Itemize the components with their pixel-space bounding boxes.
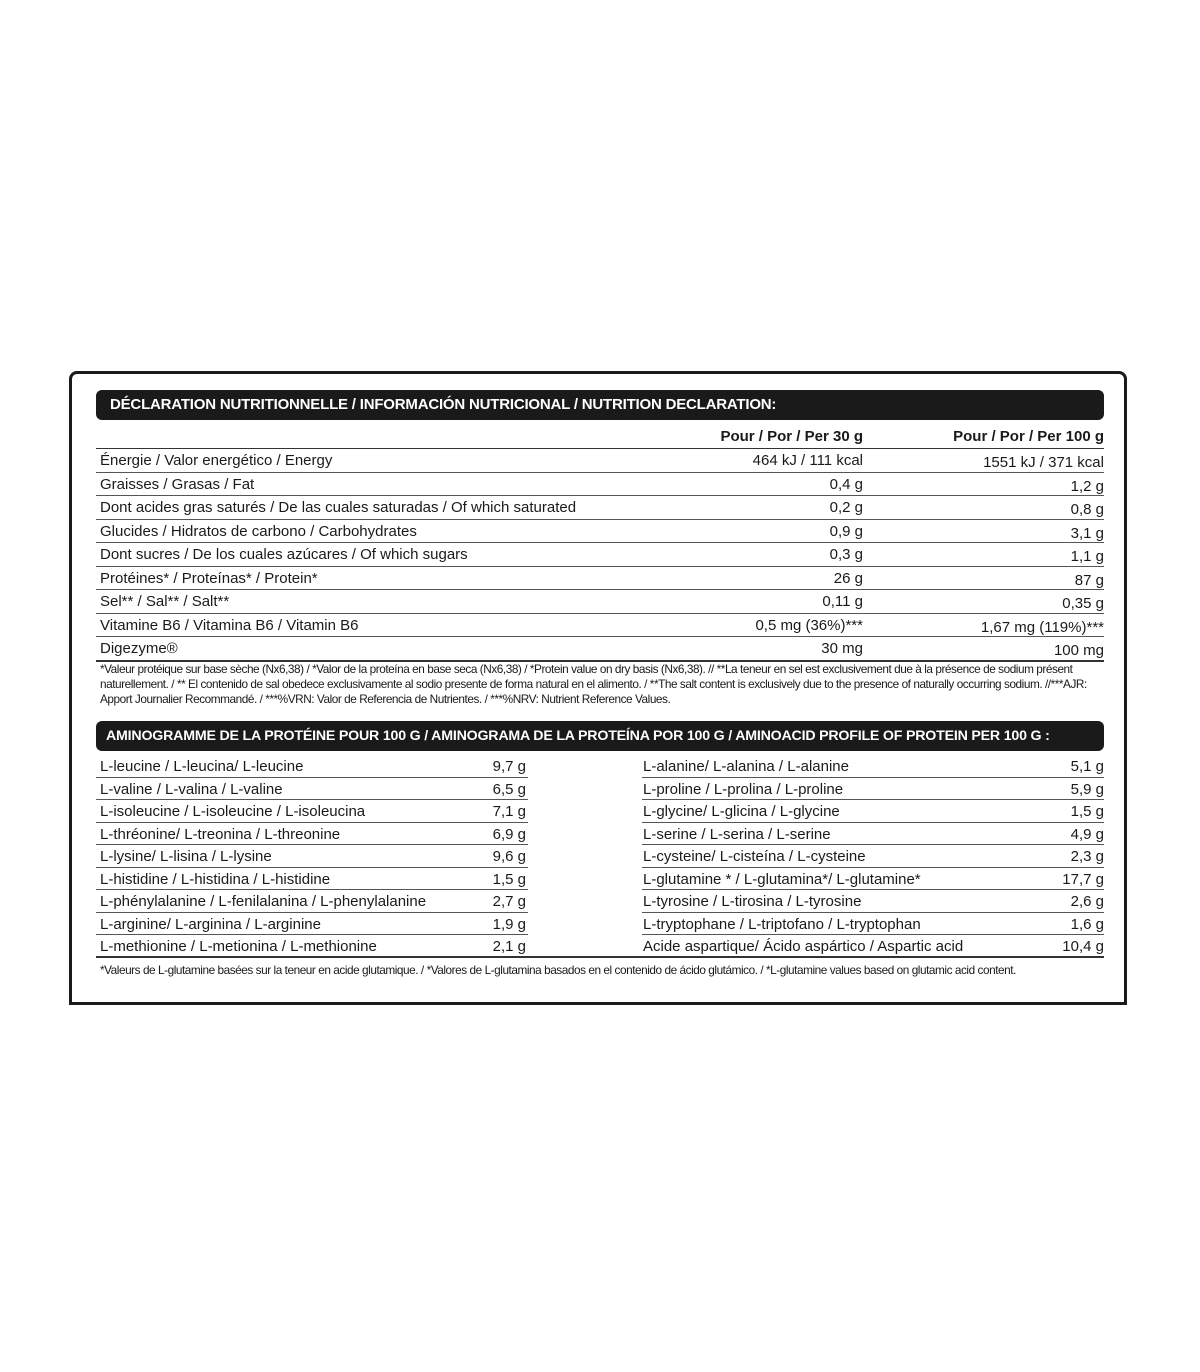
nutrient-serving-value: 26 g — [833, 569, 863, 587]
nutrient-100g-value: 1,67 mg (119%)*** — [980, 618, 1104, 636]
table-row — [96, 890, 1104, 913]
amino-value-left: 1,5 g — [492, 870, 526, 888]
nutrient-serving-value: 0,2 g — [829, 499, 863, 516]
nutrient-label: Énergie / Valor energético / Energy — [100, 452, 333, 469]
nutrient-serving-value: 0,11 g — [822, 593, 863, 610]
nutrition-title-bar: DÉCLARATION NUTRITIONNELLE / INFORMACIÓN NUTRICIONAL / NUTRITION DECLARATION: — [96, 390, 1104, 420]
nutrient-100g-value: 0,35 g — [1062, 595, 1104, 612]
nutrient-100g-value: 87 g — [1074, 571, 1104, 589]
nutrient-100g-value: 1,1 g — [1070, 548, 1104, 565]
amino-value-right: 1,5 g — [1070, 803, 1104, 820]
col-per-100g: Pour / Por / Per 100 g — [953, 428, 1104, 445]
amino-value-right: 2,6 g — [1070, 893, 1104, 910]
amino-name-right: L-tryptophane / L-triptofano / L-tryptophan — [643, 915, 921, 933]
aminogram-table — [96, 755, 1104, 958]
table-row — [96, 496, 1104, 520]
table-row — [96, 935, 1104, 958]
nutrient-serving-value: 0,3 g — [829, 546, 863, 563]
table-row — [96, 755, 1104, 778]
amino-name-left: L-isoleucine / L-isoleucine / L-isoleucina — [100, 803, 366, 820]
nutrition-table — [96, 449, 1104, 662]
amino-name-right: L-tyrosine / L-tirosina / L-tyrosine — [643, 893, 862, 910]
nutrient-serving-value: 0,4 g — [829, 475, 863, 493]
table-row — [96, 913, 1104, 936]
amino-value-right: 17,7 g — [1062, 870, 1104, 888]
table-row — [96, 778, 1104, 801]
nutrient-label: Digezyme® — [100, 640, 178, 657]
amino-name-left: L-leucine / L-leucina/ L-leucine — [100, 758, 304, 775]
amino-value-left: 2,1 g — [492, 938, 526, 955]
nutrition-column-header — [96, 426, 1104, 449]
amino-name-right: L-glutamine * / L-glutamina*/ L-glutamine* — [643, 870, 921, 888]
amino-value-left: 7,1 g — [492, 803, 526, 820]
table-row — [96, 614, 1104, 638]
nutrient-serving-value: 0,5 mg (36%)*** — [755, 616, 863, 634]
aminogram-title-bar: AMINOGRAMME DE LA PROTÉINE POUR 100 G / AMINOGRAMA DE LA PROTEÍNA POR 100 G / AMINOACID PROFILE OF PROTEIN PER 100 G : — [96, 721, 1104, 751]
amino-name-left: L-histidine / L-histidina / L-histidine — [100, 870, 331, 888]
amino-value-left: 2,7 g — [492, 893, 526, 910]
table-row — [96, 473, 1104, 497]
table-row — [96, 823, 1104, 846]
nutrition-label-panel — [69, 371, 1127, 1005]
nutrient-100g-value: 100 mg — [1053, 642, 1104, 659]
amino-name-left: L-phénylalanine / L-fenilalanina / L-phenylalanine — [100, 893, 427, 910]
table-row — [96, 520, 1104, 544]
nutrient-100g-value: 1551 kJ / 371 kcal — [983, 454, 1104, 471]
table-row — [96, 800, 1104, 823]
amino-value-left: 6,9 g — [492, 825, 526, 843]
table-row — [96, 567, 1104, 591]
amino-name-left: L-methionine / L-metionina / L-methionine — [100, 938, 377, 955]
amino-value-left: 9,6 g — [492, 848, 526, 865]
table-row — [96, 543, 1104, 567]
amino-value-left: 6,5 g — [492, 780, 526, 798]
nutrient-label: Dont acides gras saturés / De las cuales saturadas / Of which saturated — [100, 499, 577, 516]
amino-name-left: L-thréonine/ L-treonina / L-threonine — [100, 825, 341, 843]
nutrient-label: Graisses / Grasas / Fat — [100, 475, 255, 493]
amino-name-right: L-serine / L-serina / L-serine — [643, 825, 831, 843]
table-row — [96, 449, 1104, 473]
aminogram-footnote: *Valeurs de L-glutamine basées sur la teneur en acide glutamique. / *Valores de L-glutamina basados en el contenido de ácido glutámico. / *L-glutamine values based on glutamic acid content. — [100, 963, 1016, 977]
nutrient-label: Protéines* / Proteínas* / Protein* — [100, 569, 318, 587]
nutrient-serving-value: 0,9 g — [829, 522, 863, 540]
amino-value-right: 2,3 g — [1070, 848, 1104, 865]
amino-name-right: L-glycine/ L-glicina / L-glycine — [643, 803, 840, 820]
amino-value-right: 4,9 g — [1070, 825, 1104, 843]
col-per-serving: Pour / Por / Per 30 g — [720, 428, 863, 445]
nutrient-label: Vitamine B6 / Vitamina B6 / Vitamin B6 — [100, 616, 359, 634]
amino-value-right: 10,4 g — [1062, 938, 1104, 955]
nutrient-100g-value: 3,1 g — [1070, 524, 1104, 542]
nutrient-label: Dont sucres / De los cuales azúcares / Of which sugars — [100, 546, 468, 563]
nutrient-serving-value: 464 kJ / 111 kcal — [752, 452, 863, 469]
amino-value-right: 5,9 g — [1070, 780, 1104, 798]
nutrient-100g-value: 1,2 g — [1070, 477, 1104, 495]
table-row — [96, 590, 1104, 614]
amino-value-right: 5,1 g — [1070, 758, 1104, 775]
nutrition-footnote: *Valeur protéique sur base sèche (Nx6,38) / *Valor de la proteína en base seca (Nx6,38) / *Protein value on dry basis (Nx6,38). // **La teneur en sel est exclusivement due à la présence de sodium présent naturellement. / ** El contenido de sal obedece exclusivamente al sodio presente de forma natural en el alimento. / **The salt content is exclusively due to the presence of naturally occurring sodium. //***AJR: Apport Journalier Recommandé. / ***%VRN: Valor de Referencia de Nutrientes. / ***%NRV: Nutrient Reference Values. — [100, 662, 1087, 706]
amino-name-right: L-proline / L-prolina / L-proline — [643, 780, 844, 798]
nutrient-serving-value: 30 mg — [821, 640, 863, 657]
amino-value-left: 1,9 g — [492, 915, 526, 933]
nutrient-label: Sel** / Sal** / Salt** — [100, 593, 230, 610]
amino-name-left: L-arginine/ L-arginina / L-arginine — [100, 915, 321, 933]
amino-name-left: L-lysine/ L-lisina / L-lysine — [100, 848, 272, 865]
amino-name-right: L-alanine/ L-alanina / L-alanine — [643, 758, 849, 775]
table-row — [96, 637, 1104, 662]
amino-name-right: Acide aspartique/ Ácido aspártico / Aspartic acid — [643, 938, 964, 955]
nutrient-label: Glucides / Hidratos de carbono / Carbohydrates — [100, 522, 417, 540]
amino-value-right: 1,6 g — [1070, 915, 1104, 933]
nutrient-100g-value: 0,8 g — [1070, 501, 1104, 518]
table-row — [96, 845, 1104, 868]
table-row — [96, 868, 1104, 891]
amino-value-left: 9,7 g — [492, 758, 526, 775]
amino-name-right: L-cysteine/ L-cisteína / L-cysteine — [643, 848, 866, 865]
amino-name-left: L-valine / L-valina / L-valine — [100, 780, 283, 798]
